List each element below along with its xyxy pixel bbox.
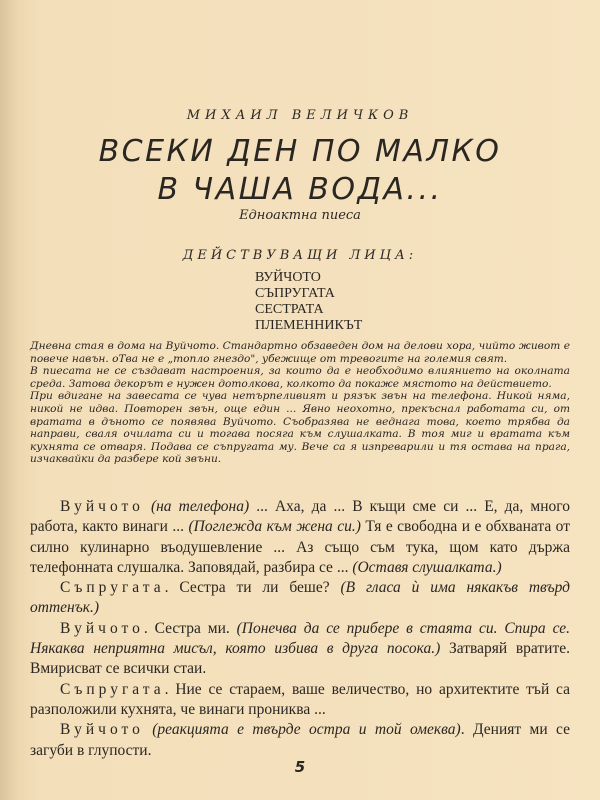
speech-text: . Сестра ти ли беше? bbox=[164, 579, 341, 597]
cast-member: ПЛЕМЕННИКЪТ bbox=[255, 318, 363, 333]
author-name: МИХАИЛ ВЕЛИЧКОВ bbox=[186, 108, 414, 123]
dialogue-line bbox=[30, 578, 570, 619]
speaker-name: Вуйчото bbox=[60, 721, 144, 739]
speech-text bbox=[144, 721, 152, 738]
cast-list bbox=[255, 270, 362, 334]
speaker-name: Вуйчото bbox=[60, 498, 144, 515]
stage-paragraph: В пиесата не се създават настроения, за които да е необходимо влиянието на околната среда. Затова декорът е нужен дотолкова, колкото да покаже мястото на действието. bbox=[30, 365, 570, 390]
speaker-name: Вуйчото bbox=[60, 619, 144, 637]
speech-text: ... Аха, да ... В къщи сме си ... Е, да, много работа, както винаги ... bbox=[30, 498, 570, 536]
cast-member: ВУЙЧОТО bbox=[255, 270, 321, 285]
speaker-name: Съпругата bbox=[60, 680, 165, 698]
cast-member: СЕСТРАТА bbox=[255, 302, 324, 317]
speaker-name: Съпругата bbox=[60, 579, 165, 597]
stage-note: (В гласа ѝ има някакъв твърд оттенък.) bbox=[30, 579, 570, 617]
speech-text: Тя е свободна и е обхваната от силно кулинарно въодушевление ... Аз също съм тука, щом като държа телефонната слушалка. Заповядай, разбира се ... bbox=[30, 518, 570, 576]
speech-text: . Ние се стараем, ваше величество, но архитектите тъй са разположили кухнята, че винаги прониква ... bbox=[30, 680, 570, 718]
stage-note: (Поглежда към жена си.) bbox=[188, 518, 361, 536]
speech-text: . Деният ми се загуби в глупости. bbox=[30, 721, 571, 759]
stage-note: (Понечва да се прибере в стаята си. Спира се. Някаква неприятна мисъл, която избива в друга посока.) bbox=[30, 619, 570, 658]
speech-text: Затваряй вратите. Вмирисват се всички стаи. bbox=[30, 640, 570, 678]
play-title bbox=[0, 133, 600, 209]
dialogue bbox=[30, 497, 570, 761]
stage-note: (Оставя слушалката.) bbox=[352, 558, 502, 576]
title-line-1: ВСЕКИ ДЕН ПО МАЛКО bbox=[98, 134, 502, 169]
stage-note: (реакцията е твърде остра и той омеква) bbox=[152, 721, 461, 739]
cast-member: СЪПРУГАТА bbox=[255, 286, 335, 301]
speech-text: . Сестра ми. bbox=[143, 619, 237, 637]
dialogue-line bbox=[30, 497, 570, 578]
page-number: 5 bbox=[294, 758, 306, 776]
stage-directions bbox=[30, 340, 570, 466]
cast-heading: ДЕЙСТВУВАЩИ ЛИЦА: bbox=[182, 248, 418, 263]
stage-paragraph: При вдигане на завесата се чува нетърпеливият и рязък звън на телефона. Никой няма, никой не идва. Повторен звън, още един ... Явно неохотно, прекъснал работата си, от вратата в дъното се появява Вуйчото. Съобразява не веднага това, което трябва да направи, сваля очилата си и тогава посяга към слушалката. В тоя миг и вратата към кухнята се отваря. Подава се съпругата му. Вече са я изпреварили и тя остава на прага, изчаквайки да разбере кой звъни. bbox=[30, 390, 570, 466]
stage-note: (на телефона) bbox=[150, 498, 250, 515]
stage-paragraph: Дневна стая в дома на Вуйчото. Стандартно обзаведен дом на делови хора, чийто живот е повече навън. оТва не е „топло гнездо", убежище от тревогите на големия свят. bbox=[30, 340, 570, 365]
title-line-2: В ЧАША ВОДА... bbox=[157, 172, 443, 207]
play-subtitle: Едноактна пиеса bbox=[239, 208, 361, 223]
dialogue-line bbox=[30, 680, 570, 721]
dialogue-line bbox=[30, 619, 570, 680]
dialogue-line bbox=[30, 720, 570, 761]
